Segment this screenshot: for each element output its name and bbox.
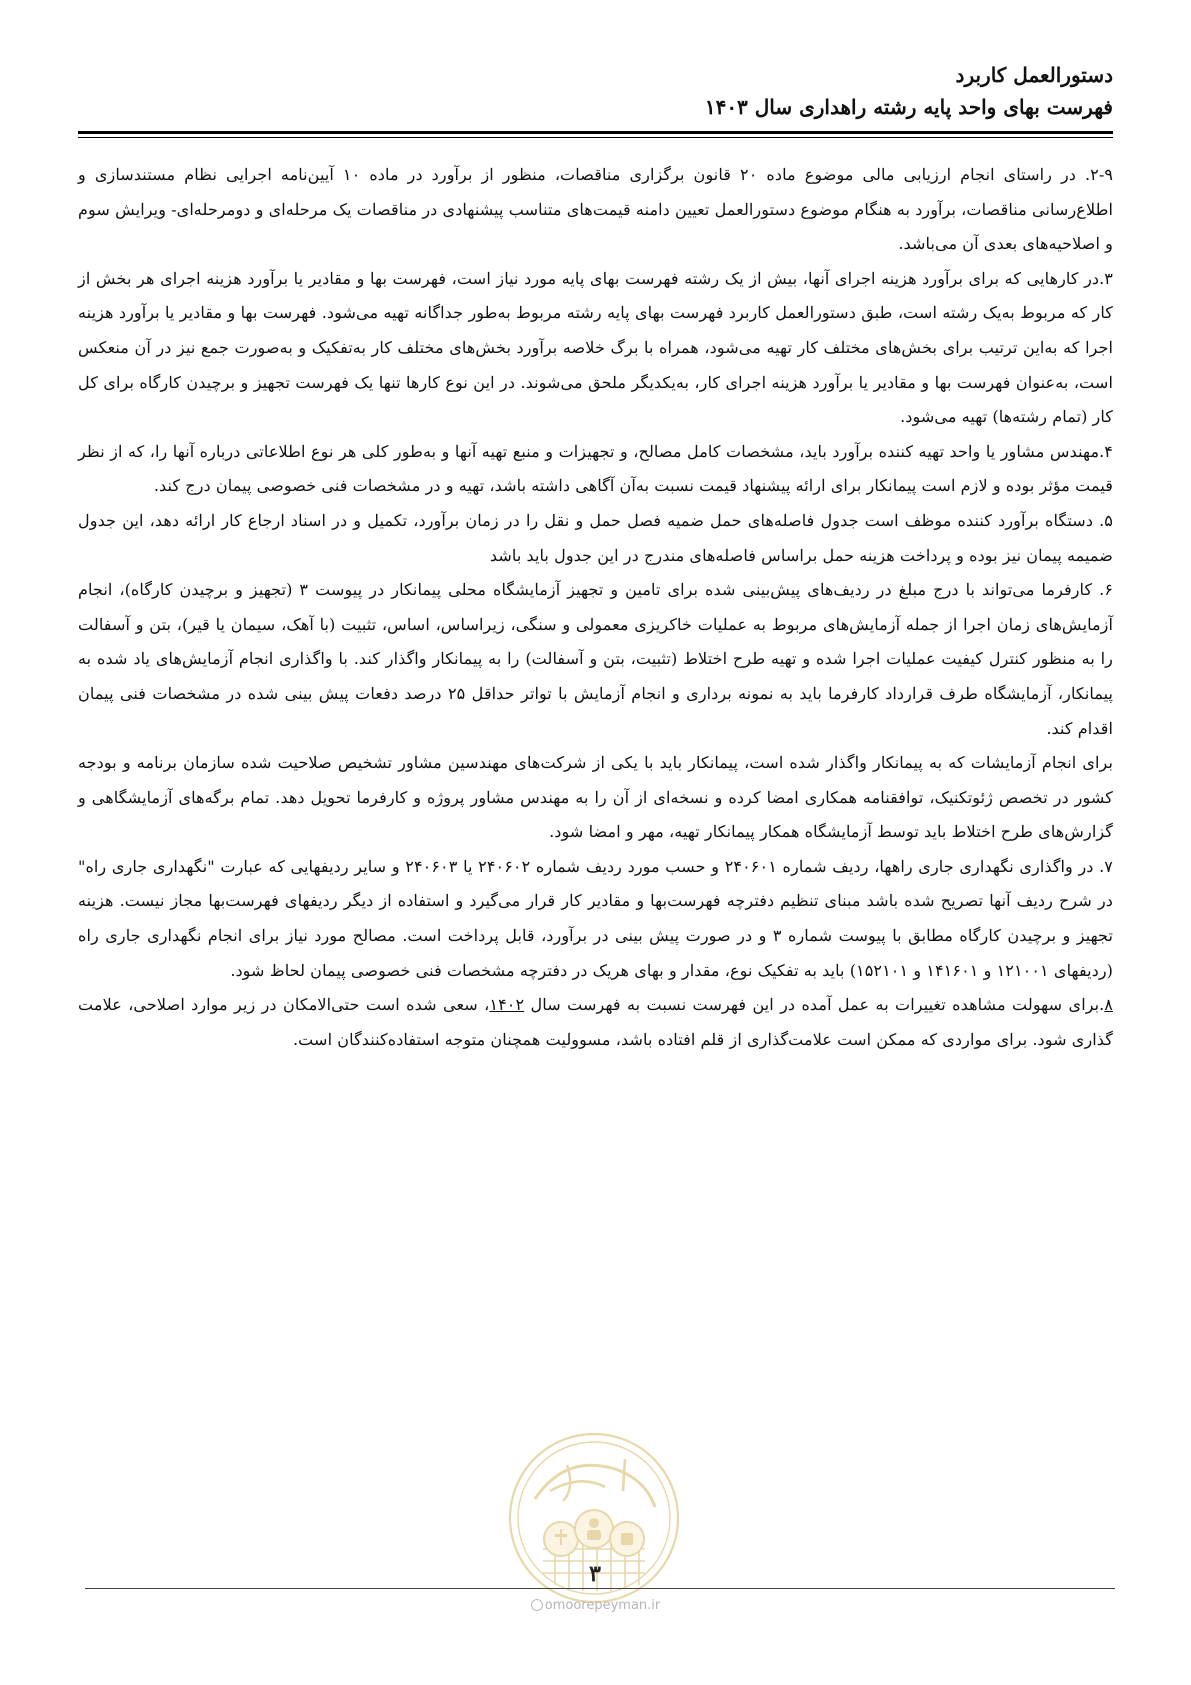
paragraph-8 (78, 988, 1113, 1057)
at-icon (531, 1599, 543, 1611)
footer-website[interactable] (0, 1598, 1191, 1613)
paragraph-8-year: ۱۴۰۲ (489, 995, 525, 1015)
footer-rule (85, 1588, 1115, 1589)
paragraph-8-text-after: ، سعی شده است حتی‌الامکان در زیر موارد اصلاحی، علامت گذاری شود. برای مواردی که ممکن است علامت‌گذاری از قلم افتاده باشد، مسوولیت همچنان متوجه استفاده‌کنندگان است. (78, 995, 1113, 1049)
header-rule-thick (78, 131, 1113, 134)
footer-website-text: omoorepeyman.ir (544, 1598, 661, 1613)
page-number: ۳ (589, 1561, 601, 1587)
paragraph-7: ۷. در واگذاری نگهداری جاری راهها، ردیف شماره ۲۴۰۶۰۱ و حسب مورد ردیف شماره ۲۴۰۶۰۲ یا ۲۴۰۶۰۳ و سایر ردیفهایی که عبارت "نگهداری جاری راه" در شرح ردیف آنها تصریح شده باشد مبنای تنظیم دفترچه فهرست‌بها و مقادیر کار قرار می‌گیرد و استفاده از دیگر ردیفهای فهرست‌بها مجاز نیست. هزینه تجهیز و برچیدن کارگاه مطابق با پیوست شماره ۳ و در صورت پیش بینی در برآورد، قابل پرداخت است. مصالح مورد نیاز برای انجام نگهداری جاری راه (ردیفهای ۱۲۱۰۰۱ و ۱۴۱۶۰۱ و ۱۵۲۱۰۱) باید به تفکیک نوع، مقدار و بهای هریک در دفترچه مشخصات فنی خصوصی پیمان لحاظ شود. (78, 856, 1113, 980)
header-rule-thin (78, 137, 1113, 138)
paragraph-8-text-before: .برای سهولت مشاهده تغییرات به عمل آمده در این فهرست نسبت به فهرست سال (524, 995, 1105, 1015)
paragraph-4: ۴.مهندس مشاور یا واحد تهیه کننده برآورد باید، مشخصات کامل مصالح، و تجهیزات و منبع تهیه آنها و به‌طور کلی هر نوع اطلاعاتی درباره آنها را، که از نظر قیمت مؤثر بوده و لازم است پیمانکار برای ارائه پیشنهاد قیمت نسبت به‌آن آگاهی داشته باشد، تهیه و در مشخصات فنی خصوصی پیمان درج کند. (78, 441, 1113, 496)
paragraph-2-9: ۲-۹. در راستای انجام ارزیابی مالی موضوع ماده ۲۰ قانون برگزاری مناقصات، منظور از برآورد در ماده ۱۰ آیین‌نامه اجرایی نظام مستندسازی و اطلاع‌رسانی مناقصات، برآورد به هنگام موضوع دستورالعمل تعیین دامنه قیمت‌های متناسب پیشنهادی در مناقصات یک مرحله‌ای و دومرحله‌ای- ویرایش سوم و اصلاحیه‌های بعدی آن می‌باشد. (78, 165, 1114, 254)
page-header (78, 60, 1113, 124)
paragraph-5: ۵. دستگاه برآورد کننده موظف است جدول فاصله‌های حمل ضمیه فصل حمل و نقل را در زمان برآورد، تکمیل و در اسناد ارجاع کار ارائه دهد، این جدول ضمیمه پیمان نیز بوده و پرداخت هزینه حمل براساس فاصله‌های مندرج در این جدول باید باشد (78, 510, 1113, 565)
paragraph-6-continued: برای انجام آزمایشات که به پیمانکار واگذار شده است، پیمانکار باید با یکی از شرکت‌های مهندسین مشاور تشخیص صلاحیت شده سازمان برنامه و بودجه کشور در تخصص ژئوتکنیک، توافقنامه همکاری امضا کرده و نسخه‌ای از آن را به مهندس مشاور پروژه و کارفرما تحویل دهد. تمام برگه‌های آزمایشگاهی و گزارش‌های طرح اختلاط باید توسط آزمایشگاه همکار پیمانکار تهیه، مهر و امضا شود. (78, 753, 1113, 842)
paragraph-8-number: ۸ (1104, 995, 1113, 1015)
paragraph-6: ۶. کارفرما می‌تواند با درج مبلغ در ردیف‌های پیش‌بینی شده برای تامین و تجهیز آزمایشگاه محلی پیمانکار در پیوست ۳ (تجهیز و برچیدن کارگاه)، انجام آزمایش‌های زمان اجرا از جمله آزمایش‌های مربوط به عملیات خاکریزی معمولی و سنگی، زیراساس، اساس، تثبیت (با آهک، سیمان یا قیر)، بتن و آسفالت را به منظور کنترل کیفیت عملیات اجرا شده و تهیه طرح اختلاط (تثبیت، بتن و آسفالت) را به پیمانکار واگذار کند. با واگذاری انجام آزمایش‌های یاد شده به پیمانکار، آزمایشگاه طرف قرارداد کارفرما باید به نمونه برداری و انجام آزمایش با تواتر حداقل ۲۵ درصد دفعات پیش بینی شده در مشخصات فنی پیمان اقدام کند. (78, 580, 1114, 738)
header-title: دستورالعمل کاربرد (955, 63, 1113, 87)
paragraph-3: ۳.در کارهایی که برای برآورد هزینه اجرای آنها، بیش از یک رشته فهرست بهای پایه مورد نیاز است، فهرست بها و مقادیر یا برآورد هزینه اجرای هر بخش از کار که مربوط به‌یک رشته است، طبق دستورالعمل کاربرد فهرست بهای پایه رشته مربوط به‌طور جداگانه تهیه می‌شود. فهرست بها و مقادیر یا برآورد هزینه اجرا که به‌این ترتیب برای بخش‌های مختلف کار تهیه می‌شود، همراه با برگ خلاصه برآورد بخش‌های مختلف کار به‌تفکیک و به‌صورت جمع نیز در آن منعکس است، به‌عنوان فهرست بها و مقادیر یا برآورد هزینه اجرای کار، به‌یکدیگر ملحق می‌شوند. در این نوع کارها تنها یک فهرست تجهیز و برچیدن کارگاه برای کل کار (تمام رشته‌ها) تهیه می‌شود. (78, 268, 1113, 427)
document-body (78, 158, 1113, 1057)
header-subtitle: فهرست بهای واحد پایه رشته راهداری سال ۱۴۰۳ (704, 95, 1113, 119)
